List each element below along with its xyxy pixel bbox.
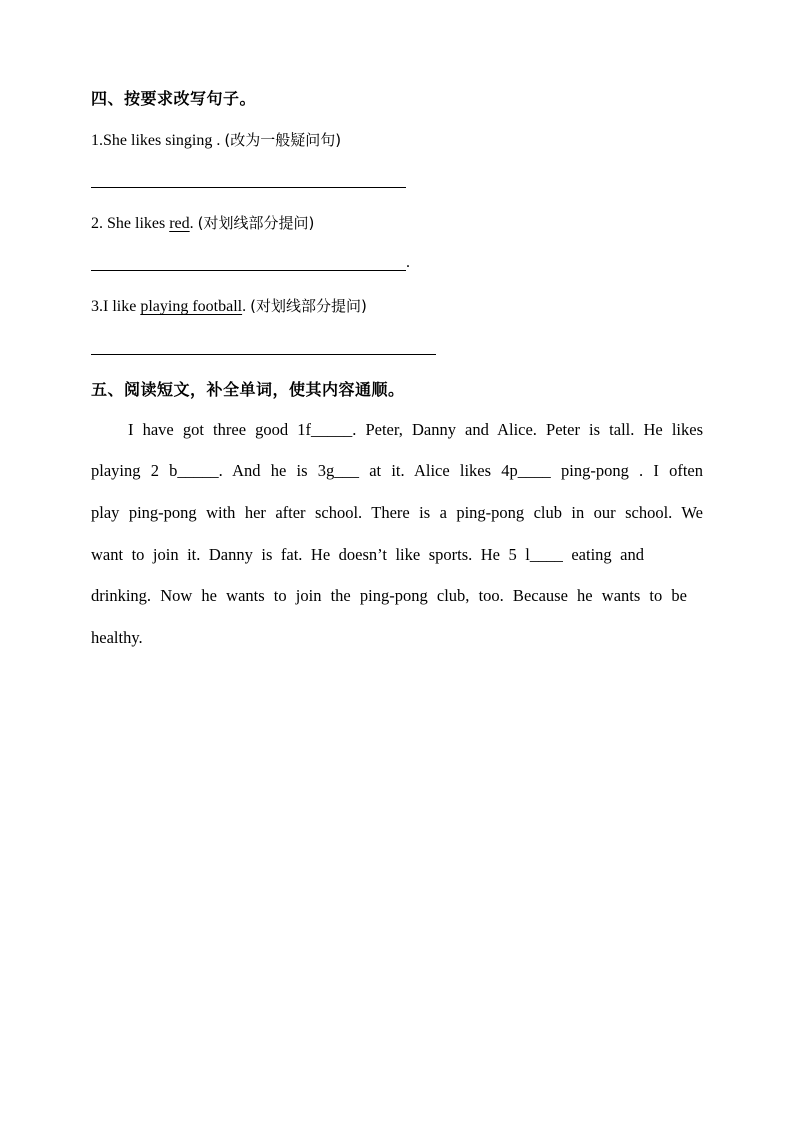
- question-1-number: 1.: [91, 132, 103, 149]
- answer-line-2-period: .: [406, 254, 410, 271]
- passage-line-4: want to join it. Danny is fat. He doesn’t like sports. He 5 l____ eating and: [91, 545, 644, 564]
- passage-line-1: I have got three good 1f_____. Peter, Danny and Alice. Peter is tall. He likes: [128, 420, 703, 439]
- question-3-sentence-start: I like: [103, 298, 141, 315]
- question-1: [91, 129, 341, 150]
- question-2-instruction: (对划线部分提问): [197, 214, 315, 232]
- question-1-sentence: She likes singing .: [103, 132, 225, 149]
- question-3-sentence-end: .: [242, 298, 251, 315]
- passage-line-2: playing 2 b_____. And he is 3g___ at it. Alice likes 4p____ ping-pong . I often: [91, 461, 703, 480]
- answer-line-2[interactable]: [91, 270, 406, 271]
- passage-line-6: healthy.: [91, 628, 143, 647]
- passage-line-5: drinking. Now he wants to join the ping-pong club, too. Because he wants to be: [91, 586, 687, 605]
- passage-line-3: play ping-pong with her after school. There is a ping-pong club in our school. We: [91, 503, 703, 522]
- question-3-underlined-phrase: playing football: [140, 298, 243, 315]
- question-3-instruction: (对划线部分提问): [250, 297, 367, 315]
- question-2-number: 2.: [91, 215, 107, 232]
- question-1-instruction: (改为一般疑问句): [224, 131, 342, 149]
- question-2: [91, 212, 314, 233]
- question-2-sentence-end: .: [189, 215, 198, 232]
- answer-line-1[interactable]: [91, 187, 406, 188]
- question-2-sentence-start: She likes: [107, 215, 170, 232]
- section-4-title: 四、按要求改写句子。: [91, 89, 257, 108]
- question-3: [91, 295, 367, 316]
- question-2-underlined-word: red: [169, 215, 190, 232]
- answer-line-3[interactable]: [91, 354, 436, 355]
- question-3-number: 3.: [91, 298, 103, 315]
- section-5-title: 五、阅读短文，补全单词，使其内容通顺。: [91, 380, 405, 399]
